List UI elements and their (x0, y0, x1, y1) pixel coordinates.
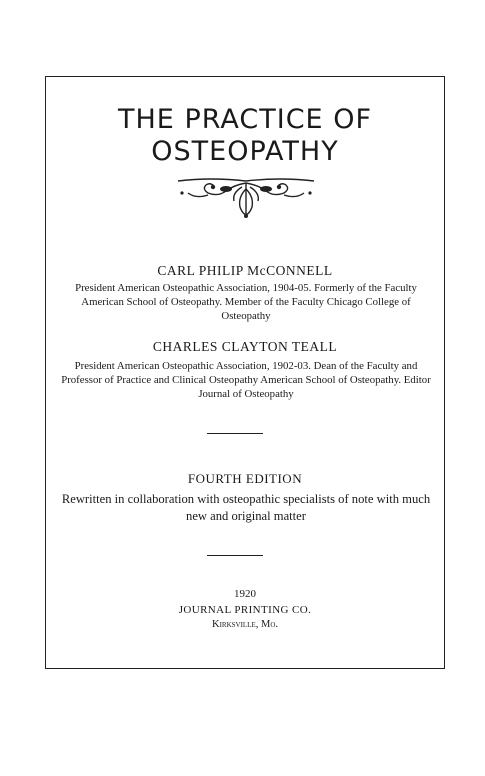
author-name-2: CHARLES CLAYTON TEALL (152, 339, 338, 354)
divider-rule-2 (207, 555, 263, 556)
divider-rule-1 (207, 433, 263, 434)
author-description-1: President American Osteopathic Association, 1904-05. Formerly of the Faculty American School of Osteopathy. Member of the Faculty Chicago College of Osteopathy (75, 282, 417, 322)
author-description-2: President American Osteopathic Association, 1902-03. Dean of the Faculty and Professor of Practice and Clinical Osteopathy American School of Osteopathy. Editor Journal of Osteopathy (61, 360, 431, 400)
title-page-frame (45, 76, 445, 669)
author-name-1: CARL PHILIP McCONNELL (157, 263, 333, 278)
fleuron-ornament-icon (176, 171, 316, 219)
publisher-name: JOURNAL PRINTING CO. (178, 604, 312, 616)
book-title-line-2: OSTEOPATHY (151, 136, 339, 167)
edition-subtitle: Rewritten in collaboration with osteopathic specialists of note with much new and original matter (61, 492, 431, 523)
book-title-line-1: THE PRACTICE OF (118, 104, 372, 135)
publisher-place: Kirksville, Mo. (211, 619, 278, 630)
edition-label: FOURTH EDITION (187, 471, 303, 486)
publication-year: 1920 (234, 588, 256, 600)
